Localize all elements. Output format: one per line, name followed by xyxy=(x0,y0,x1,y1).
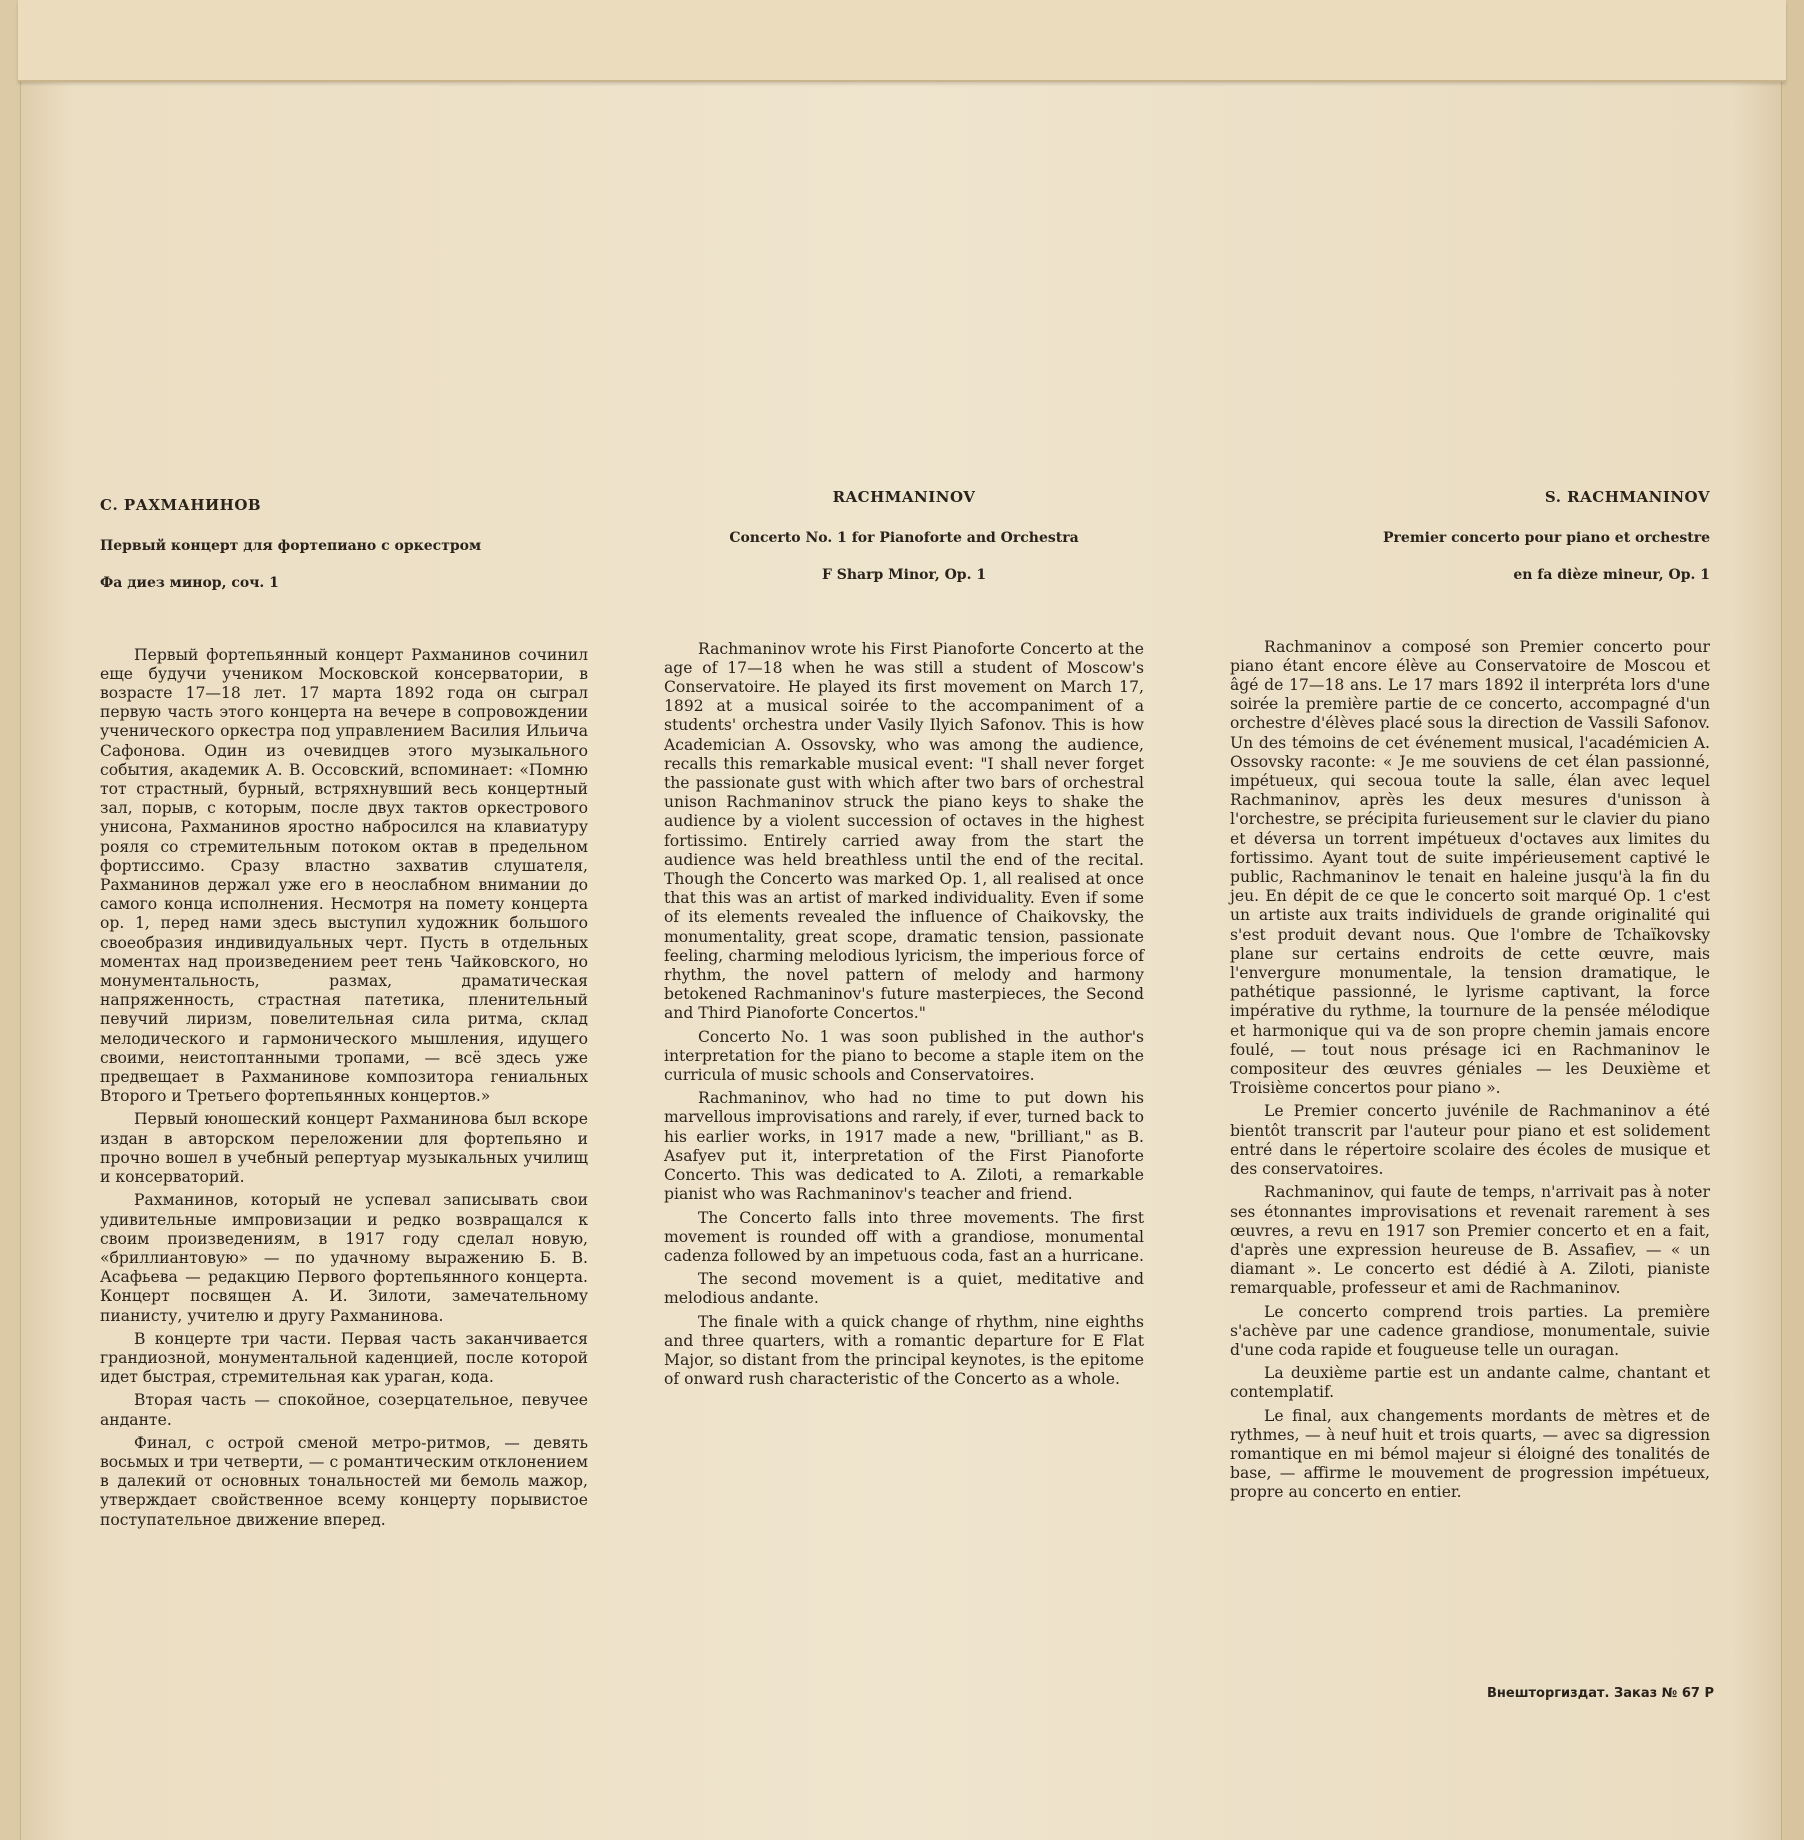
english-column xyxy=(664,488,1144,1393)
french-header xyxy=(1230,488,1710,586)
russian-paragraph: Первый юношеский концерт Рахманинова был вскоре издан в авторском переложении для фортепьяно и прочно вошел в учебный репертуар музыкальных училищ и консерваторий. xyxy=(100,1110,588,1187)
english-heading: RACHMANINOV xyxy=(832,488,976,506)
french-paragraph: La deuxième partie est un andante calme, chantant et contemplatif. xyxy=(1230,1364,1710,1402)
publisher-order-note: Внешторгиздат. Заказ № 67 Р xyxy=(1486,1686,1714,1701)
french-paragraph: Le final, aux changements mordants de mètres et de rythmes, — à neuf huit et trois quarts, — avec sa digression romantique en mi bémol majeur si éloigné des tonalités de base, — affirme le mouvement de progression impétueux, propre au concerto en entier. xyxy=(1230,1406,1710,1502)
russian-paragraph: Рахманинов, который не успевал записывать свои удивительные импровизации и редко возвращался к своим произведениям, в 1917 году сделал новую, «бриллиантовую» — по удачному выражению Б. В. Асафьева — редакцию Первого фортепьянного концерта. Концерт посвящен А. И. Зилоти, замечательному пианисту, учителю и другу Рахманинова. xyxy=(100,1191,588,1325)
french-heading: S. RACHMANINOV xyxy=(1544,488,1710,506)
russian-paragraph: Первый фортепьянный концерт Рахманинов сочинил еще будучи учеником Московской консерватории, в возрасте 17—18 лет. 17 марта 1892 года он сыграл первую часть этого концерта на вечере в сопровождении ученического оркестра под управлением Василия Ильича Сафонова. Один из очевидцев этого музыкального события, академик А. В. Оссовский, вспоминает: «Помню тот страстный, бурный, встряхнувший весь концертный зал, порыв, с которым, после двух тактов оркестрового унисона, Рахманинов яростно набросился на клавиатуру рояля со стремительным потоком октав в предельном фортиссимо. Сразу властно захватив слушателя, Рахманинов держал уже его в неослабном внимании до самого конца исполнения. Несмотря на помету концерта ор. 1, перед нами здесь выступил художник большого своеобразия индивидуальных черт. Пусть в отдельных моментах над произведением реет тень Чайковского, но монументальность, размах, драматическая напряженность, страстная патетика, пленительный певучий лиризм, повелительная сила ритма, склад мелодического и гармонического мышления, идущего своими, неистоптанными тропами, — всё здесь уже предвещает в Рахманинове композитора гениальных Второго и Третьего фортепьянных концертов.» xyxy=(100,645,588,1106)
english-header xyxy=(664,488,1144,586)
english-subtitle-2: F Sharp Minor, Op. 1 xyxy=(821,567,987,584)
russian-header xyxy=(100,496,588,594)
russian-paragraph: Вторая часть — спокойное, созерцательное, певучее анданте. xyxy=(100,1391,588,1429)
english-paragraph: Rachmaninov, who had no time to put down his marvellous improvisations and rarely, if ever, turned back to his earlier works, in 1917 made a new, "brilliant," as B. Asafyev put it, interpretation of the First Pianoforte Concerto. This was dedicated to A. Ziloti, a remarkable pianist who was Rachmaninov's teacher and friend. xyxy=(664,1089,1144,1204)
french-paragraph: Le Premier concerto juvénile de Rachmaninov a été bientôt transcrit par l'auteur pour piano et est solidement entré dans le répertoire scolaire des écoles de musique et des conservatoires. xyxy=(1230,1102,1710,1179)
sleeve-left-edge xyxy=(0,0,21,1840)
french-subtitle-1: Premier concerto pour piano et orchestre xyxy=(1383,530,1710,547)
french-subtitle-2: en fa dièze mineur, Op. 1 xyxy=(1513,567,1710,584)
english-paragraph: Rachmaninov wrote his First Pianoforte Concerto at the age of 17—18 when he was still a student of Moscow's Conservatoire. He played its first movement on March 17, 1892 at a musical soirée to the accompaniment of a students' orchestra under Vasily Ilyich Safonov. This is how Academician A. Ossovsky, who was among the audience, recalls this remarkable musical event: "I shall never forget the passionate gust with which after two bars of orchestral unison Rachmaninov struck the piano keys to shake the audience by a violent succession of octaves in the highest fortissimo. Entirely carried away from the start the audience was held breathless until the end of the recital. Though the Concerto was marked Op. 1, all realised at once that this was an artist of marked individuality. Even if some of its elements revealed the influence of Chaikovsky, the monumentality, great scope, dramatic tension, passionate feeling, charming melodious lyricism, the imperious force of rhythm, the novel pattern of melody and harmony betokened Rachmaninov's future masterpieces, the Second and Third Pianoforte Concertos." xyxy=(664,639,1144,1023)
russian-subtitle-2: Фа диез минор, соч. 1 xyxy=(100,575,279,592)
russian-paragraph: В концерте три части. Первая часть заканчивается грандиозной, монументальной каденцией, после которой идет быстрая, стремительная как ураган, кода. xyxy=(100,1329,588,1387)
english-subtitle-1: Concerto No. 1 for Pianoforte and Orchestra xyxy=(729,530,1079,547)
english-paragraph: The finale with a quick change of rhythm, nine eighths and three quarters, with a romantic departure for E Flat Major, so distant from the principal keynotes, is the epitome of onward rush characteristic of the Concerto as a whole. xyxy=(664,1312,1144,1389)
russian-heading: С. РАХМАНИНОВ xyxy=(100,496,262,514)
russian-paragraph: Финал, с острой сменой метро-ритмов, — девять восьмых и три четверти, — с романтическим отклонением в далекий от основных тональностей ми бемоль мажор, утверждает свойственное всему концерту порывистое поступательное движение вперед. xyxy=(100,1433,588,1529)
english-paragraph: The second movement is a quiet, meditative and melodious andante. xyxy=(664,1270,1144,1308)
sleeve-right-edge xyxy=(1781,0,1804,1840)
russian-subtitle-1: Первый концерт для фортепиано с оркестром xyxy=(100,538,482,555)
russian-column xyxy=(100,488,588,1534)
sleeve-top-flap xyxy=(18,0,1786,82)
french-paragraph: Le concerto comprend trois parties. La première s'achève par une cadence grandiose, monumentale, suivie d'une coda rapide et fougueuse telle un ouragan. xyxy=(1230,1302,1710,1359)
english-text xyxy=(664,640,1144,1390)
english-paragraph: The Concerto falls into three movements. The first movement is rounded off with a grandiose, monumental cadenza followed by an impetuous coda, fast an a hurricane. xyxy=(664,1208,1144,1265)
french-paragraph: Rachmaninov a composé son Premier concerto pour piano étant encore élève au Conservatoire de Moscou et âgé de 17—18 ans. Le 17 mars 1892 il interpréta lors d'une soirée la première partie de ce concerto, accompagné d'un orchestre d'élèves placé sous la direction de Vassili Safonov. Un des témoins de cet événement musical, l'académicien A. Ossovsky raconte: « Je me souviens de cet élan passionné, impétueux, qui secoua toute la salle, élan avec lequel Rachmaninov, après les deux mesures d'unisson à l'orchestre, se précipita furieusement sur le clavier du piano et déversa un torrent impétueux d'octaves aux limites du fortissimo. Ayant tout de suite impérieusement captivé le public, Rachmaninov le tenait en haleine jusqu'à la fin du jeu. En dépit de ce que le concerto soit marqué Op. 1 c'est un artiste aux traits individuels de grande originalité qui s'est produit devant nous. Que l'ombre de Tchaïkovsky plane sur certains endroits de cette œuvre, mais l'envergure monumentale, la tension dramatique, le pathétique passionné, le lyrisme captivant, la force impérative du rythme, la tournure de la pensée mélodique et harmonique qui va de son propre chemin jamais encore foulé, — tout nous présage ici en Rachmaninov le compositeur des œuvres géniales — les Deuxième et Troisième concertos pour piano ». xyxy=(1230,637,1710,1098)
french-paragraph: Rachmaninov, qui faute de temps, n'arrivait pas à noter ses étonnantes improvisations et revenait rarement à ses œuvres, a revu en 1917 son Premier concerto et en a fait, d'après une expression heureuse de B. Assafiev, — « un diamant ». Le concerto est dédié à A. Ziloti, pianiste remarquable, professeur et ami de Rachmaninov. xyxy=(1230,1183,1710,1298)
russian-text xyxy=(100,646,588,1530)
english-paragraph: Concerto No. 1 was soon published in the author's interpretation for the piano to become a staple item on the curricula of music schools and Conservatoires. xyxy=(664,1027,1144,1085)
french-column xyxy=(1230,488,1710,1507)
french-text xyxy=(1230,638,1710,1503)
